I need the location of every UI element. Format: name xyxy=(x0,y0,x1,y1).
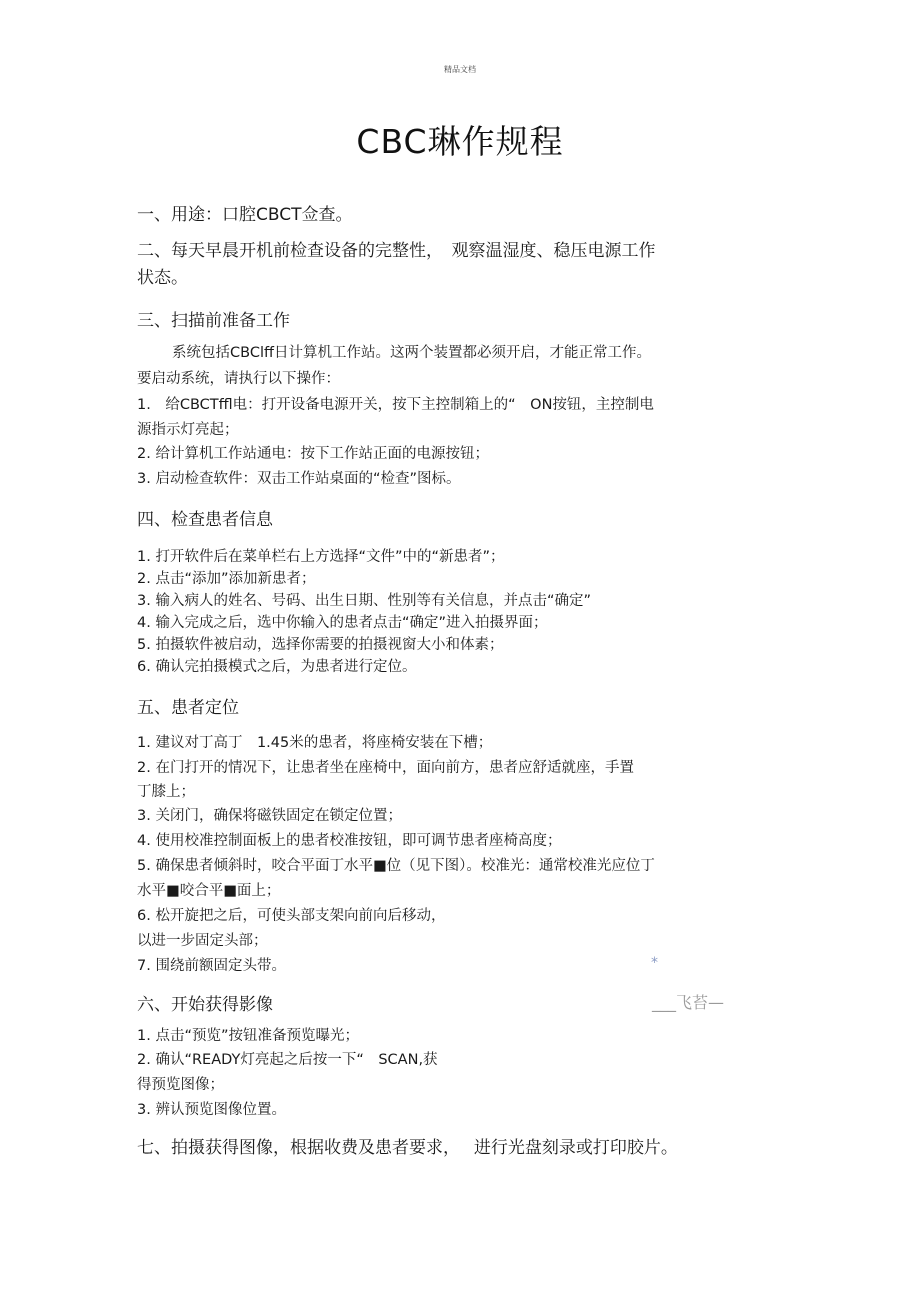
section-5-item-3: 3. 关闭门，确保将磁铁固定在锁定位置； xyxy=(137,808,402,824)
section-1-heading: 一、用途：口腔CBCT佥查。 xyxy=(137,205,353,225)
section-6-item-2-line-1: 2. 确认“READY灯亮起之后按一下“ SCAN,获 xyxy=(137,1052,438,1068)
section-6-item-1: 1. 点击“预览”按钮准备预览曝光； xyxy=(137,1028,359,1044)
section-3-paragraph-line-2: 要启动系统，请执行以下操作： xyxy=(137,371,340,387)
section-5-heading: 五、患者定位 xyxy=(137,698,239,718)
section-2-line-2: 状态。 xyxy=(137,268,188,288)
section-6-item-3: 3. 辨认预览图像位置。 xyxy=(137,1102,286,1118)
section-4-item-1: 1. 打开软件后在菜单栏右上方选择“文件”中的“新患者”； xyxy=(137,549,505,565)
section-6-item-2-line-2: 得预览图像； xyxy=(137,1077,224,1093)
signature-mark: ___飞苔— xyxy=(652,993,725,1012)
section-5-item-1: 1. 建议对丁高丁 1.45米的患者，将座椅安装在下槽； xyxy=(137,735,493,751)
section-3-paragraph-line-1: 系统包括CBClff日计算机工作站。这两个装置都必须开启，才能正常工作。 xyxy=(172,345,651,361)
section-6-heading: 六、开始获得影像 xyxy=(137,995,273,1015)
section-5-item-6-line-2: 以进一步固定头部； xyxy=(137,933,268,949)
section-4-heading: 四、检查患者信息 xyxy=(137,510,273,530)
section-3-item-1-line-2: 源指示灯亮起； xyxy=(137,422,239,438)
section-4-item-2: 2. 点击“添加”添加新患者； xyxy=(137,571,316,587)
section-4-item-4: 4. 输入完成之后，选中你输入的患者点击“确定”进入拍摄界面； xyxy=(137,615,548,631)
section-2-line-1: 二、每天早晨开机前检查设备的完整性， 观察温湿度、稳压电源工作 xyxy=(137,241,656,261)
section-3-item-3: 3. 启动检查软件：双击工作站桌面的“检查”图标。 xyxy=(137,471,461,487)
section-5-item-4: 4. 使用校准控制面板上的患者校准按钮，即可调节患者座椅高度； xyxy=(137,833,562,849)
section-3-item-1-line-1: 1. 给CBCTffl电：打开设备电源开关，按下主控制箱上的“ ON按钮，主控制电 xyxy=(137,397,654,413)
section-5-item-2-line-2: 丁膝上； xyxy=(137,784,195,800)
section-4-item-5: 5. 拍摄软件被启动，选择你需要的拍摄视窗大小和体素； xyxy=(137,637,504,653)
section-3-heading: 三、扫描前准备工作 xyxy=(137,311,290,331)
section-5-item-2-line-1: 2. 在门打开的情况下，让患者坐在座椅中，面向前方，患者应舒适就座，手置 xyxy=(137,760,634,776)
section-4-item-6: 6. 确认完拍摄模式之后，为患者进行定位。 xyxy=(137,659,417,675)
asterisk-mark: * xyxy=(651,955,658,971)
page-header: 精品文档 xyxy=(444,65,476,74)
section-3-item-2: 2. 给计算机工作站通电：按下工作站正面的电源按钮； xyxy=(137,446,489,462)
section-4-item-3: 3. 输入病人的姓名、号码、出生日期、性别等有关信息，并点击“确定” xyxy=(137,593,591,609)
section-5-item-6-line-1: 6. 松开旋把之后，可使头部支架向前向后移动， xyxy=(137,908,446,924)
document-title: CBC琳作规程 xyxy=(356,122,564,161)
section-5-item-5-line-1: 5. 确保患者倾斜时，咬合平面丁水平■位（见下图）。校准光：通常校准光应位丁 xyxy=(137,858,655,874)
section-5-item-7: 7. 围绕前额固定头带。 xyxy=(137,958,286,974)
section-7-heading: 七、拍摄获得图像，根据收费及患者要求， 进行光盘刻录或打印胶片。 xyxy=(137,1138,678,1158)
section-5-item-5-line-2: 水平■咬合平■面上； xyxy=(137,883,281,899)
